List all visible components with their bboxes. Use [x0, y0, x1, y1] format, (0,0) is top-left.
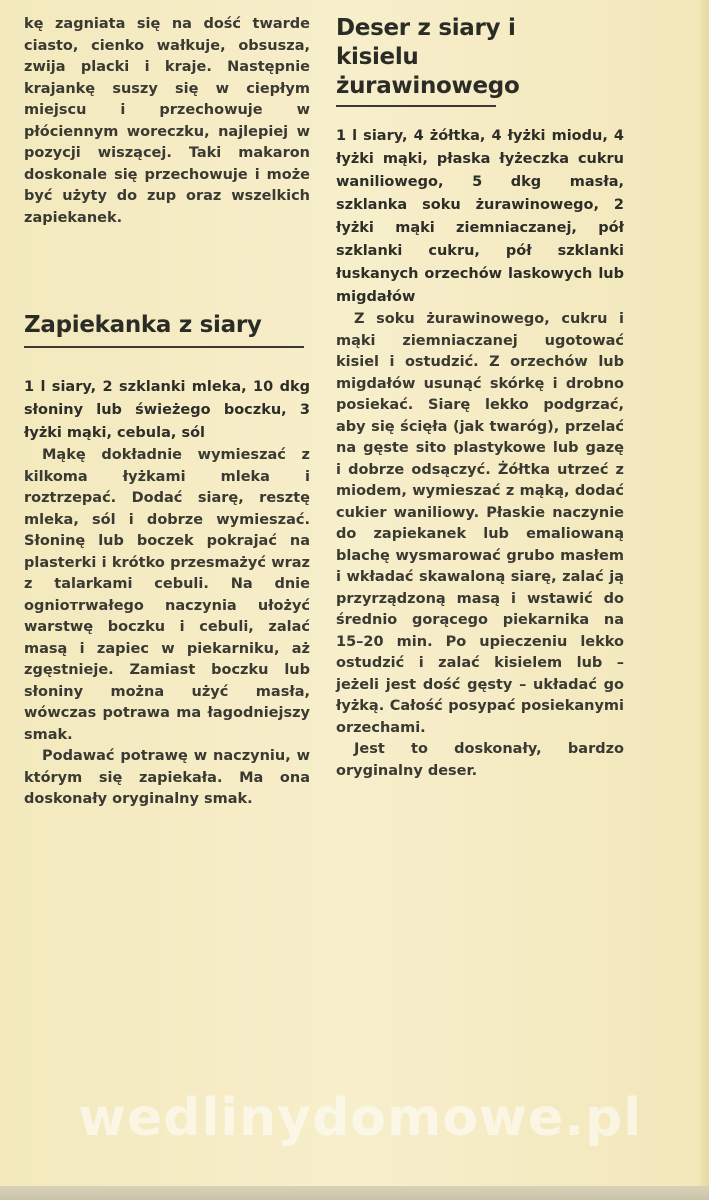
recipe-title-block	[24, 311, 310, 348]
serving-paragraph: Podawać potrawę w naczyniu, w którym się zapiekała. Ma ona doskonały oryginalny smak.	[24, 748, 310, 807]
continuation-paragraph: kę zagniata się na dość twarde ciasto, cienko wałkuje, obsusza, zwija placki i kraje. Następnie krajankę suszy się w ciepłym miejscu i przechowuje w płóciennym woreczku, najlepiej w pozycji wiszącej. Taki makaron doskonale się przechowuje i może być użyty do zup oraz wszelkich zapiekanek.	[24, 16, 310, 226]
page-edge	[700, 0, 709, 1186]
recipe-title: Deser z siary i kisielu żurawinowego	[336, 15, 520, 99]
recipe-title-block	[336, 14, 624, 107]
title-underline	[24, 346, 304, 348]
method-paragraph: Z soku żurawinowego, cukru i mąki ziemniaczanej ugotować kisiel i ostudzić. Z orzechów lub migdałów usunąć skórkę i drobno posiekać. Siarę lekko podgrzać, aby się ścięła (jak twaróg), przelać na gęste sito plastykowe lub gazę i dobrze odsączyć. Żółtka utrzeć z miodem, wymieszać z mąką, dodać cukier waniliowy. Płaskie naczynie do zapiekanek lub emaliowaną blachę wysmarować grubo masłem i wkładać skawaloną siarę, zalać ją przyrządzoną masą i wstawić do średnio gorącego piekarnika na 15–20 min. Po upieczeniu lekko ostudzić i zalać kisielem lub – jeżeli jest dość gęsty – układać go łyżką. Całość posypać posiekanymi orzechami.	[336, 311, 624, 736]
ingredients-list: 1 l siary, 2 szklanki mleka, 10 dkg słoniny lub świeżego boczku, 3 łyżki mąki, cebula, sól	[24, 379, 310, 441]
title-underline	[336, 105, 496, 107]
ingredients-list: 1 l siary, 4 żółtka, 4 łyżki miodu, 4 łyżki mąki, płaska łyżeczka cukru waniliowego, 5 dkg masła, szklanka soku żurawinowego, 2 łyżki mąki ziemniaczanej, pół szklanki cukru, pół szklanki łuskanych orzechów laskowych lub migdałów	[336, 128, 624, 305]
right-column	[336, 14, 624, 782]
page-bottom-edge	[0, 1186, 709, 1200]
watermark: wedlinydomowe.pl	[77, 1088, 643, 1148]
method-paragraph: Mąkę dokładnie wymieszać z kilkoma łyżkami mleka i roztrzepać. Dodać siarę, resztę mleka, sól i dobrze wymieszać. Słoninę lub boczek pokrajać na plasterki i krótko przesmażyć wraz z talarkami cebuli. Na dnie ognioтrwałego naczynia ułożyć warstwę boczku i cebuli, zalać masą i zapiec w piekarniku, aż zgęstnieje. Zamiast boczku lub słoniny można użyć masła, wówczas potrawa ma łagodniejszy smak.	[24, 447, 310, 743]
closing-paragraph: Jest to doskonały, bardzo oryginalny deser.	[336, 741, 624, 779]
recipe-title: Zapiekanka z siary	[24, 312, 262, 338]
left-column	[24, 14, 310, 811]
